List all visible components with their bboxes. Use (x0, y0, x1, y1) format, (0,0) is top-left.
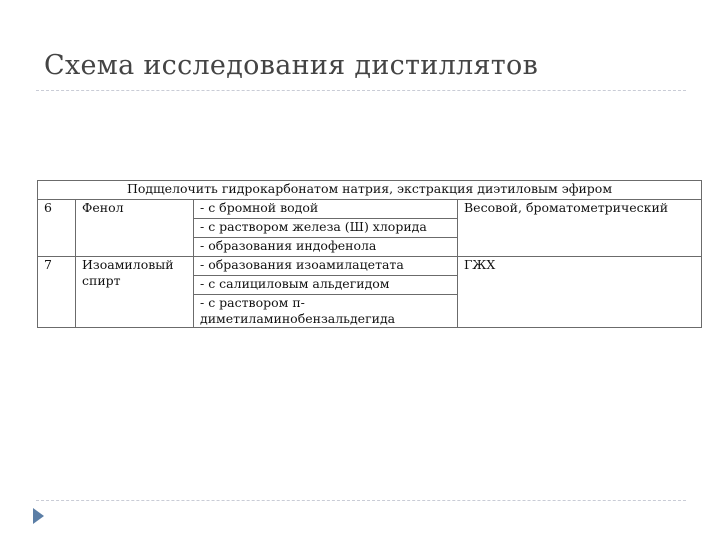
reaction-cell: - с бромной водой (194, 200, 458, 219)
footer-divider (36, 500, 686, 501)
reaction-cell: - с раствором железа (Ш) хлорида (194, 219, 458, 238)
table-header-row (38, 181, 702, 200)
reaction-cell: - образования изоамилацетата (194, 257, 458, 276)
substance-name: Фенол (76, 200, 194, 257)
distillate-scheme-table (37, 180, 702, 328)
row-number: 6 (38, 200, 76, 257)
row-number: 7 (38, 257, 76, 328)
analysis-method: Весовой, броматометрический (458, 200, 702, 257)
reaction-cell: - с салициловым альдегидом (194, 276, 458, 295)
table-row (38, 257, 702, 276)
substance-name: Изоамиловый спирт (76, 257, 194, 328)
analysis-method: ГЖХ (458, 257, 702, 328)
next-arrow-icon (33, 508, 44, 524)
slide-title: Схема исследования дистиллятов (44, 50, 539, 81)
reaction-cell: - образования индофенола (194, 238, 458, 257)
reaction-cell: - с раствором п-диметиламинобензальдегида (194, 295, 458, 328)
table-header: Подщелочить гидрокарбонатом натрия, экстракция диэтиловым эфиром (38, 181, 702, 200)
title-divider (36, 90, 686, 91)
table-row (38, 200, 702, 219)
